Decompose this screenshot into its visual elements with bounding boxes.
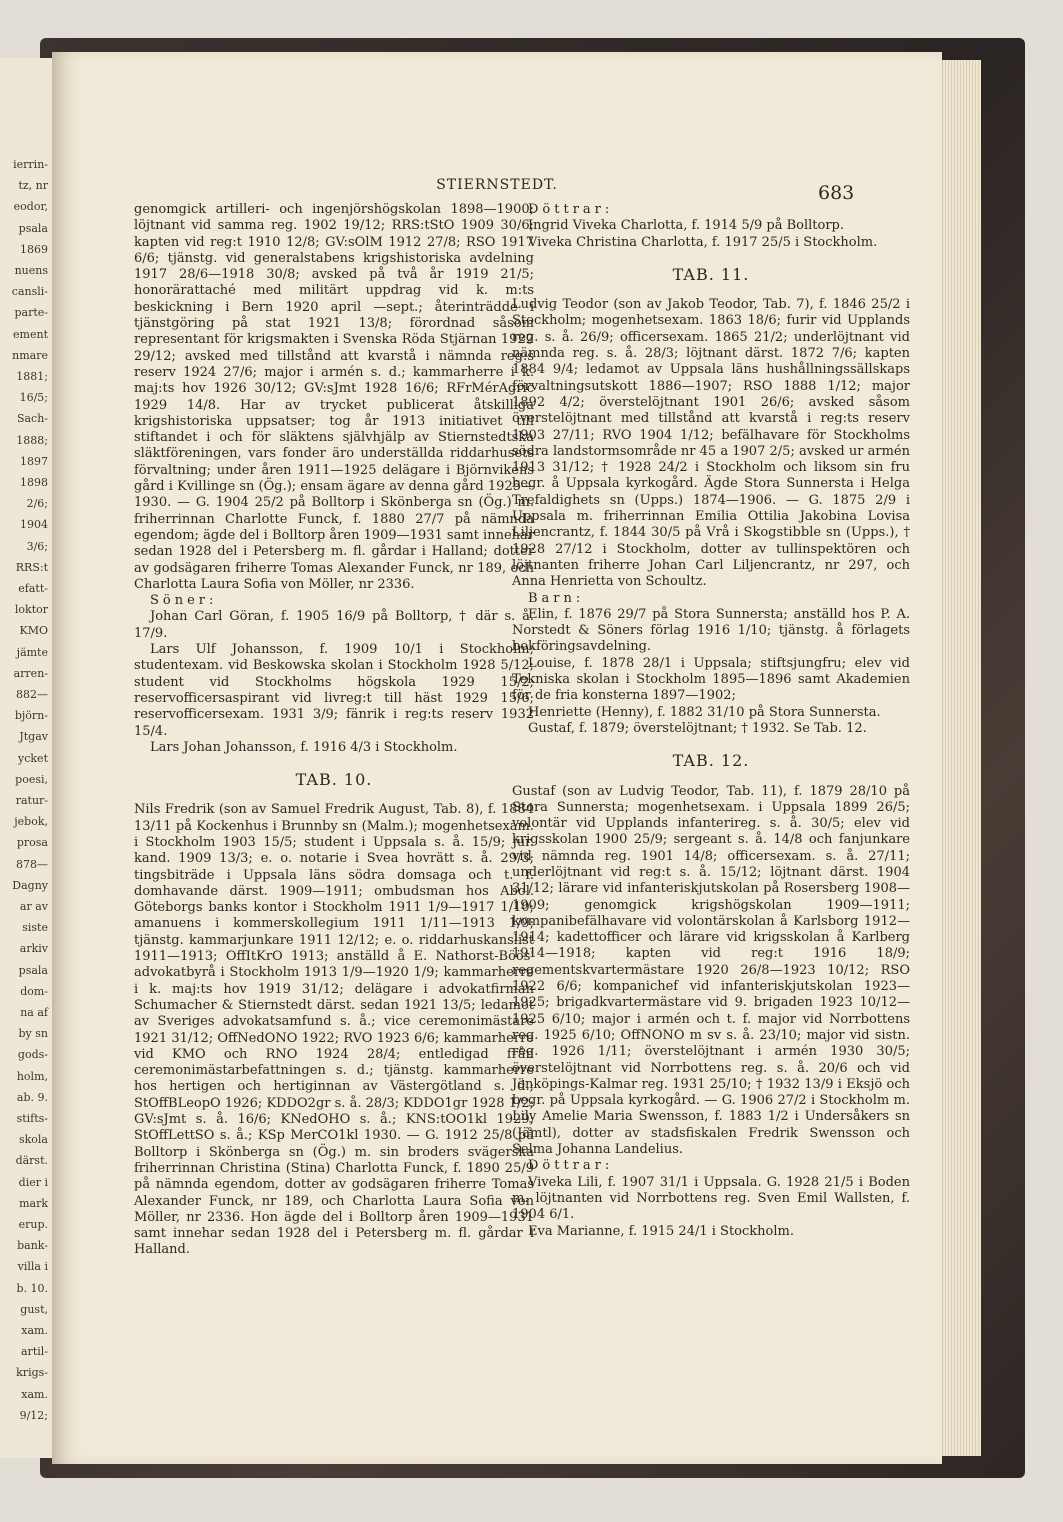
prev-page-fragment: xam. <box>21 1324 48 1337</box>
prev-page-fragment: 1881; <box>16 370 48 383</box>
prev-page-fragment: psala <box>18 221 48 235</box>
entry-paragraph: Lars Johan Johansson, f. 1916 4/3 i Stockholm. <box>150 739 458 755</box>
entry-paragraph: Gustaf, f. 1879; överstelöjtnant; † 1932. Se Tab. 12. <box>528 720 867 736</box>
prev-page-fragment: 1898 <box>20 476 48 489</box>
prev-page-fragment: Jtgav <box>19 730 48 744</box>
subheading: Döttrar: <box>528 202 614 217</box>
prev-page-fragment: nmare <box>12 348 48 362</box>
prev-page-fragment: dom- <box>20 984 48 998</box>
prev-page-fragment: siste <box>22 921 48 935</box>
prev-page-fragment: holm, <box>16 1069 48 1083</box>
prev-page-fragment: parte- <box>14 306 48 320</box>
entry-paragraph: Nils Fredrik (son av Samuel Fredrik August, Tab. 8), f. 1884 13/11 på Kockenhus i Brunnby sn (Malm.); mogenhetsexam. i Stockholm 1903 15/5; student i Uppsala s. å. 15/9; jur. kand. 1909 13/3; e. o. notarie i Svea hovrätt s. å. 29/3; tingsbiträde i Uppsala läns södra domsaga och t. f. domhavande därst. 1909—1911; ombudsman hos Abol. Göteborgs banks kontor i Stockholm 1911 1/9—1917 1/10; amanuens i kommerskollegium 1911 1/11—1913 1/9; tjänstg. kammarjunkare 1911 12/12; e. o. riddarhuskanslist 1911—1913; OffItKrO 1913; anställd å E. Nathorst-Böös' advokatbyrå i Stockholm 1913 1/9—1920 1/9; kammarherre i k. maj:ts hov 1919 31/12; delägare i advokatfirman Schumacher & Stiernstedt därst. sedan 1921 13/5; ledamot av Sveriges advokatsamfund s. å.; vice ceremonimästare 1921 31/12; OffNedONO 1922; RVO 1923 6/6; kammarherre vid KMO och RNO 1924 28/4; entledigad från ceremonimästarbefattningen s. d.; tjänstg. kammarherre hos hertigen och hertiginnan av Västergötland s. d.; StOffBLeopO 1926; KDDO2gr s. å. 28/3; KDDO1gr 1928 1/2; GV:sJmt s. å. 16/6; KNedOHO s. å.; KNS:tOO1kl 1929; StOffLettSO s. å.; KSp MerCO1kl 1930. — G. 1912 25/8 på Bolltorp i Skönberga sn (Ög.) m. sin broders svägerska friherrinnan Christina (Stina) Charlotta Funck, f. 1890 25/9 på nämnda egendom, dotter av godsägaren friherre Tomas Alexander Funck, nr 189, och Charlotta Laura Sofia von Möller, nr 2336. Hon ägde del i Bolltorp åren 1909—1931 samt innehar sedan 1928 del i Petersberg m. fl. gårdar i Halland. <box>134 802 534 1258</box>
prev-page-fragment: poesi, <box>15 772 48 786</box>
prev-page-fragment: tz, nr <box>18 179 48 193</box>
prev-page-fragment: 2/6; <box>26 497 48 511</box>
subheading: Söner: <box>150 593 218 609</box>
section-heading: TAB. 10. <box>295 770 373 790</box>
prev-page-fragment: gust, <box>20 1302 48 1316</box>
prev-page-fragment: villa i <box>17 1260 48 1274</box>
prev-page-fragment: prosa <box>16 836 48 850</box>
prev-page-fragment: RRS:t <box>15 560 48 574</box>
prev-page-fragment: arren- <box>13 666 48 680</box>
subheading: Barn: <box>528 590 585 606</box>
entry-paragraph: Viveka Christina Charlotta, f. 1917 25/5 i Stockholm. <box>528 234 878 250</box>
prev-page-fragment: b. 10. <box>16 1281 48 1295</box>
prev-page-fragment: 1904 <box>20 518 48 532</box>
prev-page-fragment: stifts- <box>16 1112 48 1125</box>
prev-page-fragment: nuens <box>14 264 48 277</box>
prev-page-fragment: 882— <box>16 688 48 701</box>
entry-paragraph: Henriette (Henny), f. 1882 31/10 på Stora Sunnersta. <box>528 704 881 720</box>
entry-paragraph: Elin, f. 1876 29/7 på Stora Sunnersta; anställd hos P. A. Norstedt & Söners förlag 1916 1/10; tjänstg. å förlagets bokföringsavdelning. <box>512 606 910 655</box>
prev-page-fragment: ab. 9. <box>16 1090 48 1104</box>
prev-page-fragment: xam. <box>21 1387 48 1401</box>
prev-page-fragment: skola <box>18 1133 48 1147</box>
entry-paragraph: Johan Carl Göran, f. 1905 16/9 på Bolltorp, † där s. å. 17/9. <box>134 609 534 641</box>
left-column <box>134 202 534 1259</box>
prev-page-fragment: mark <box>19 1196 48 1210</box>
prev-page-fragment: gods- <box>17 1048 48 1062</box>
entry-paragraph: Louise, f. 1878 28/1 i Uppsala; stiftsjungfru; elev vid Tekniska skolan i Stockholm 1895—1896 samt Akademien för de fria konsterna 1897—1902; <box>512 655 910 704</box>
prev-page-fragment: artil- <box>21 1345 48 1359</box>
prev-page-fragment: ar av <box>19 900 48 913</box>
prev-page-fragment: Sach- <box>16 412 48 426</box>
prev-page-fragment: krigs- <box>16 1366 48 1380</box>
right-column <box>512 202 910 1240</box>
prev-page-fragment: ycket <box>18 751 48 765</box>
prev-page-fragment: 9/12; <box>19 1408 48 1422</box>
prev-page-fragment: na af <box>20 1006 48 1019</box>
prev-page-fragment: arkiv <box>19 942 48 956</box>
prev-page-fragment: cansli- <box>11 285 48 299</box>
prev-page-fragment: 1869 <box>20 242 48 256</box>
prev-page-fragment: Dagny <box>12 878 48 892</box>
prev-page-fragment: ratur- <box>15 794 48 807</box>
running-head: STIERNSTEDT. <box>436 177 558 193</box>
section-heading: TAB. 12. <box>672 751 750 771</box>
section-heading: TAB. 11. <box>672 264 750 284</box>
entry-paragraph: Eva Marianne, f. 1915 24/1 i Stockholm. <box>528 1223 794 1239</box>
prev-page-fragment: KMO <box>19 624 48 638</box>
page-number: 683 <box>818 182 855 204</box>
prev-page-fragment: 878— <box>16 857 48 871</box>
prev-page-fragment: jämte <box>16 645 48 659</box>
prev-page-fragment: jebok, <box>14 815 48 829</box>
prev-page-fragment: björn- <box>14 709 48 723</box>
prev-page-fragment: psala <box>18 963 48 977</box>
prev-page-fragment: 1897 <box>20 454 48 468</box>
entry-paragraph: Ludvig Teodor (son av Jakob Teodor, Tab. 7), f. 1846 25/2 i Stockholm; mogenhetsexam. 1863 18/6; furir vid Upplands reg. s. å. 26/9; officersexam. 1865 21/2; underlöjtnant vid nämnda reg. s. å. 28/3; löjtnant därst. 1872 7/6; kapten 1884 9/4; ledamot av Uppsala läns hushållningssällskaps förvaltningsutskott 1886—1907; RSO 1888 1/12; major 1892 4/2; överstelöjtnant 1901 26/6; avsked såsom överstelöjtnant med tillstånd att kvarstå i reg:ts reserv 1903 27/11; RVO 1904 1/12; befälhavare för Stockholms södra landstormsområde nr 45 a 1907 2/5; avsked ur armén 1913 31/12; † 1928 24/2 i Stockholm och liksom sin fru begr. å Uppsala kyrkogård. Ägde Stora Sunnersta i Helga Trefaldighets sn (Upps.) 1874—1906. — G. 1875 2/9 i Uppsala m. friherrinnan Emilia Ottilia Jakobina Lovisa Liljencrantz, f. 1844 30/5 på Vrå i Skogstibble sn (Upps.), † 1928 27/12 i Stockholm, dotter av tullinspektören och löjtnanten friherre Johan Carl Liljencrantz, nr 297, och Anna Henrietta von Schoultz. <box>512 297 910 590</box>
entry-paragraph: Viveka Lili, f. 1907 31/1 i Uppsala. G. 1928 21/5 i Boden m. löjtnanten vid Norrbottens reg. Sven Emil Wallsten, f. 1904 6/1. <box>512 1174 910 1223</box>
prev-page-fragment: därst. <box>15 1154 48 1168</box>
prev-page-fragment: 3/6; <box>26 539 48 553</box>
previous-page-edge <box>0 58 54 1458</box>
book-page <box>52 52 942 1464</box>
prev-page-fragment: 16/5; <box>19 391 48 405</box>
prev-page-fragment: erup. <box>18 1218 48 1231</box>
prev-page-fragment: ement <box>13 327 48 341</box>
prev-page-fragment: eodor, <box>13 200 48 214</box>
entry-paragraph: Gustaf (son av Ludvig Teodor, Tab. 11), f. 1879 28/10 på Stora Sunnersta; mogenhetsexam. i Uppsala 1899 26/5; volontär vid Upplands infanterireg. s. å. 30/5; elev vid krigsskolan 1900 25/9; sergeant s. å. 14/8 och fanjunkare vid nämnda reg. 1901 14/8; officersexam. s. å. 27/11; underlöjtnant vid reg:t s. å. 15/12; löjtnant därst. 1904 31/12; lärare vid infanteriskjutskolan på Rosersberg 1908—1909; genomgick krigshögskolan 1909—1911; kompanibefälhavare vid volontärskolan å Karlsborg 1912—1914; kadettofficer och lärare vid krigsskolan å Karlberg 1914—1918; kapten vid reg:t 1916 18/9; regementskvartermästare 1920 26/8—1923 10/12; RSO 1922 6/6; kompanichef vid infanteriskjutskolan 1923—1925; brigadkvartermästare vid 9. brigaden 1923 10/12—1925 6/10; major i armén och t. f. major vid Norrbottens reg. 1925 6/10; OffNONO m sv s. å. 23/10; major vid sistn. reg. 1926 1/11; överstelöjtnant i armén 1930 30/5; överstelöjtnant vid Norrbottens reg. s. å. 20/6 och vid Jönköpings-Kalmar reg. 1931 25/10; † 1932 13/9 i Eksjö och begr. på Uppsala kyrkogård. — G. 1906 27/2 i Stockholm m. Lily Amelie Maria Swensson, f. 1883 1/2 i Undersåkers sn (Jämtl), dotter av stadsfiskalen Fredrik Swensson och Selma Johanna Landelius. <box>512 783 910 1158</box>
prev-page-fragment: dier i <box>18 1175 48 1189</box>
prev-page-fragment: bank- <box>17 1239 48 1253</box>
entry-paragraph: Ingrid Viveka Charlotta, f. 1914 5/9 på Bolltorp. <box>528 218 845 234</box>
prev-page-fragment: ierrin- <box>13 158 48 171</box>
prev-page-fragment: by sn <box>18 1027 48 1041</box>
prev-page-fragment: 1888; <box>16 433 48 447</box>
prev-page-fragment: efatt- <box>18 582 48 595</box>
prev-page-fragment: loktor <box>14 603 48 617</box>
subheading: Döttrar: <box>528 1158 614 1174</box>
entry-paragraph: Lars Ulf Johansson, f. 1909 10/1 i Stockholm; studentexam. vid Beskowska skolan i Stockholm 1928 5/12; student vid Stockholms högskola 1929 15/2; reservofficersaspirant vid livreg:t till häst 1929 15/6; reservofficersexam. 1931 3/9; fänrik i reg:ts reserv 1932 15/4. <box>134 642 534 739</box>
entry-paragraph: genomgick artilleri- och ingenjörshögskolan 1898—1900; löjtnant vid samma reg. 1902 19/12; RRS:tStO 1909 30/6; kapten vid reg:t 1910 12/8; GV:sOlM 1912 27/8; RSO 1917 6/6; tjänstg. vid generalstabens krigshistoriska avdelning 1917 28/6—1918 30/8; avsked på två år 1919 21/5; honorärattaché med militärt uppdrag vid k. m:ts beskickning i Bern 1920 april —sept.; återinträdde i tjänstgöring på stat 1921 13/8; förordnad såsom representant för krigsmakten i Svenska Röda Stjärnan 1922 29/12; avsked med tillstånd att kvarstå i nämnda reg:s reserv 1924 27/6; major i armén s. d.; kammarherre i k. maj:ts hov 1926 30/12; GV:sJmt 1928 16/6; RFrMérAgric 1929 14/8. Har av trycket publicerat åtskilliga krigshistoriska uppsatser; tog år 1913 initiativet till stiftandet i och för släktens självhjälp av Stiernstedtska släktföreningen, vars fonder äro underställda riddarhusets förvaltning; under åren 1911—1925 delägare i Björnvikens gård i Kvillinge sn (Ög.); ensam ägare av denna gård 1925—1930. — G. 1904 25/2 på Bolltorp i Skönberga sn (Ög.) m. friherrinnan Charlotte Funck, f. 1880 27/7 på nämnda egendom; ägde del i Bolltorp åren 1909—1931 samt innehar sedan 1928 del i Petersberg m. fl. gårdar i Halland; dotter av godsägaren friherre Tomas Alexander Funck, nr 189, och Charlotta Laura Sofia von Möller, nr 2336. <box>134 202 534 592</box>
page-edges <box>942 60 981 1456</box>
